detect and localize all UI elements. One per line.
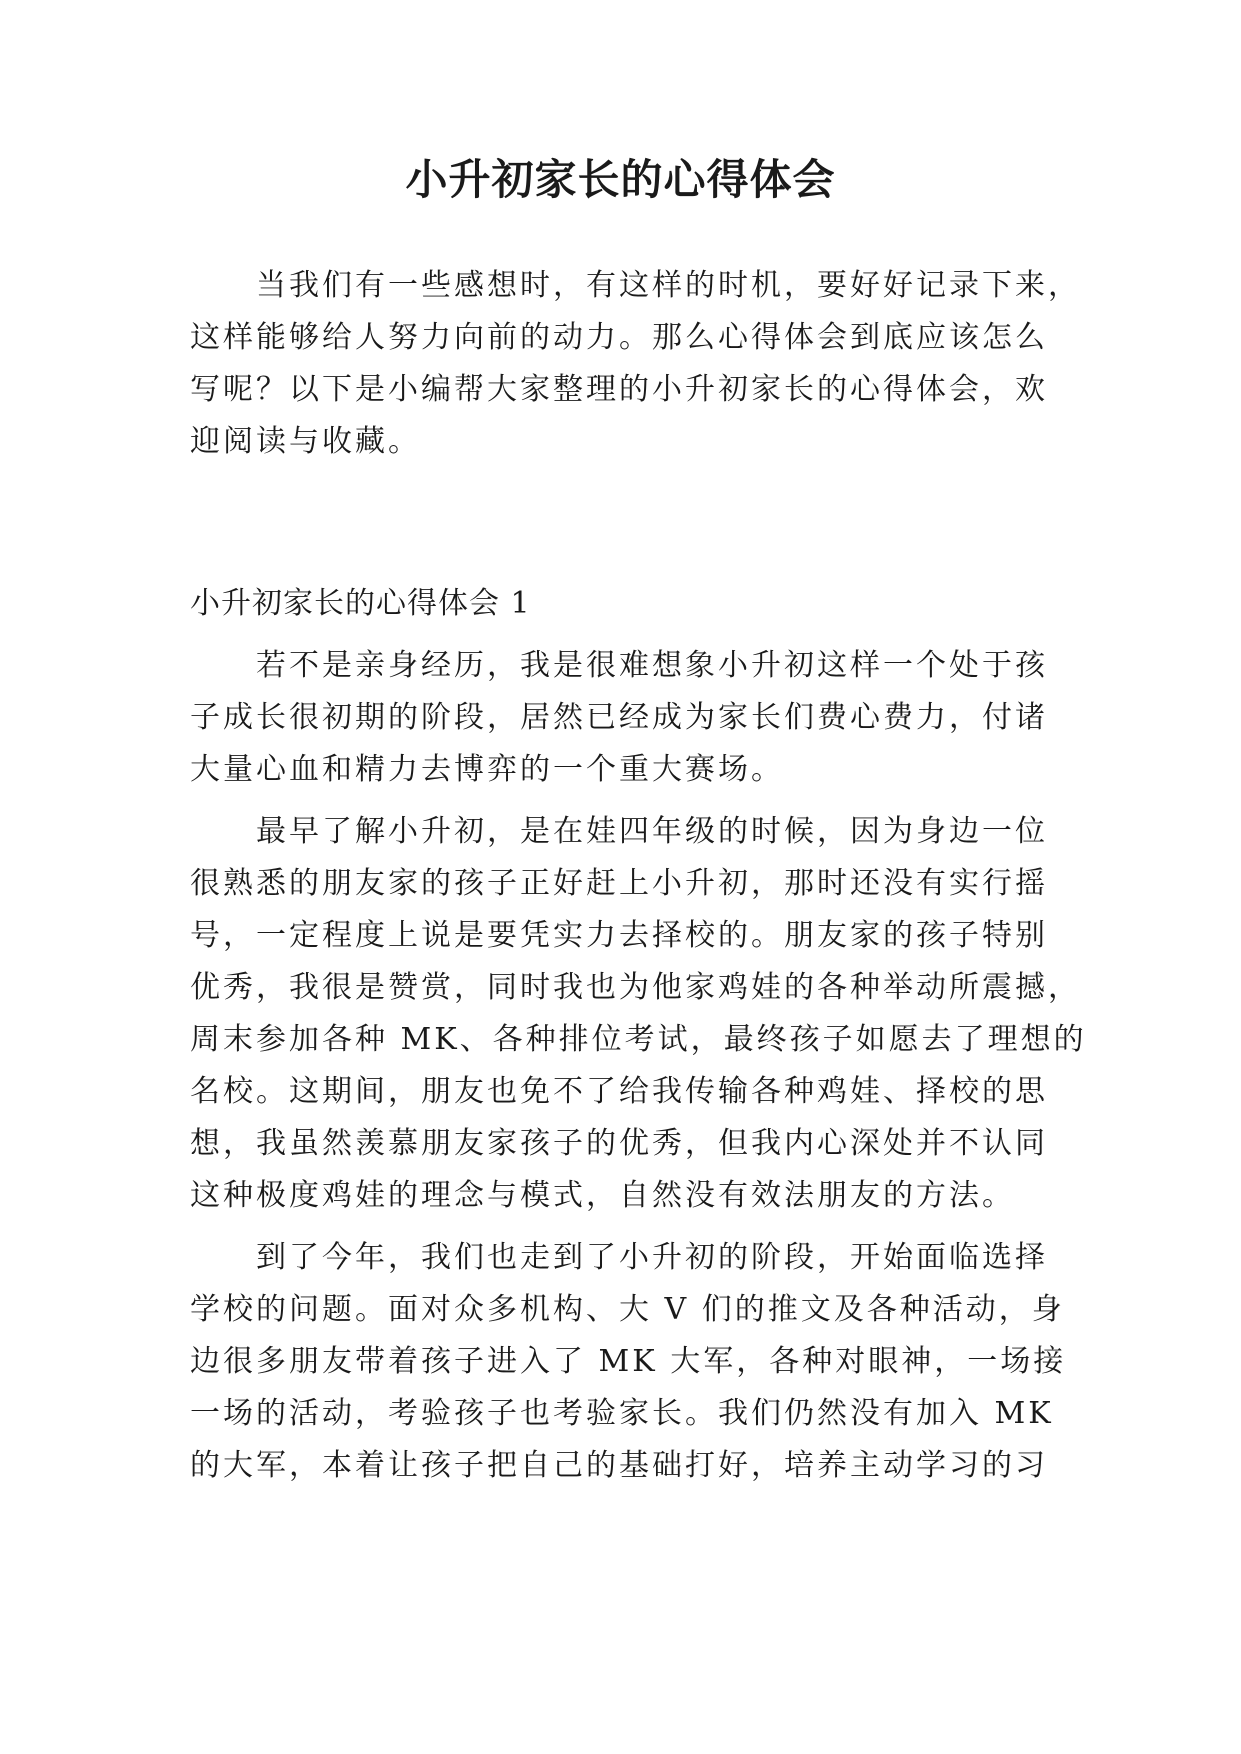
section-heading: 小升初家长的心得体会 1 [190, 586, 531, 621]
paragraph2-line-2: 很熟悉的朋友家的孩子正好赶上小升初，那时还没有实行摇 [190, 866, 1048, 901]
paragraph1-line-2: 子成长很初期的阶段，居然已经成为家长们费心费力，付诸 [190, 700, 1048, 735]
intro-line-3: 写呢？以下是小编帮大家整理的小升初家长的心得体会，欢 [190, 372, 1048, 407]
paragraph2-line-8: 这种极度鸡娃的理念与模式，自然没有效法朋友的方法。 [190, 1178, 1015, 1213]
paragraph3-line-4: 一场的活动，考验孩子也考验家长。我们仍然没有加入 MK [190, 1396, 1054, 1431]
document-title: 小升初家长的心得体会 [405, 155, 836, 204]
intro-line-4: 迎阅读与收藏。 [190, 424, 421, 459]
intro-line-2: 这样能够给人努力向前的动力。那么心得体会到底应该怎么 [190, 320, 1048, 355]
paragraph3-line-1: 到了今年，我们也走到了小升初的阶段，开始面临选择 [256, 1240, 1048, 1275]
paragraph2-line-4: 优秀，我很是赞赏，同时我也为他家鸡娃的各种举动所震撼， [190, 970, 1081, 1005]
paragraph1-line-3: 大量心血和精力去博弈的一个重大赛场。 [190, 752, 784, 787]
paragraph3-line-2: 学校的问题。面对众多机构、大 V 们的推文及各种活动，身 [190, 1292, 1065, 1327]
paragraph3-line-3: 边很多朋友带着孩子进入了 MK 大军，各种对眼神，一场接 [190, 1344, 1067, 1379]
intro-line-1: 当我们有一些感想时，有这样的时机，要好好记录下来， [256, 268, 1081, 303]
paragraph2-line-7: 想，我虽然羡慕朋友家孩子的优秀，但我内心深处并不认同 [190, 1126, 1048, 1161]
paragraph2-line-3: 号，一定程度上说是要凭实力去择校的。朋友家的孩子特别 [190, 918, 1048, 953]
paragraph2-line-1: 最早了解小升初，是在娃四年级的时候，因为身边一位 [256, 814, 1048, 849]
paragraph1-line-1: 若不是亲身经历，我是很难想象小升初这样一个处于孩 [256, 648, 1048, 683]
paragraph2-line-5: 周末参加各种 MK、各种排位考试，最终孩子如愿去了理想的 [190, 1022, 1087, 1057]
paragraph3-line-5: 的大军，本着让孩子把自己的基础打好，培养主动学习的习 [190, 1448, 1048, 1483]
paragraph2-line-6: 名校。这期间，朋友也免不了给我传输各种鸡娃、择校的思 [190, 1074, 1048, 1109]
